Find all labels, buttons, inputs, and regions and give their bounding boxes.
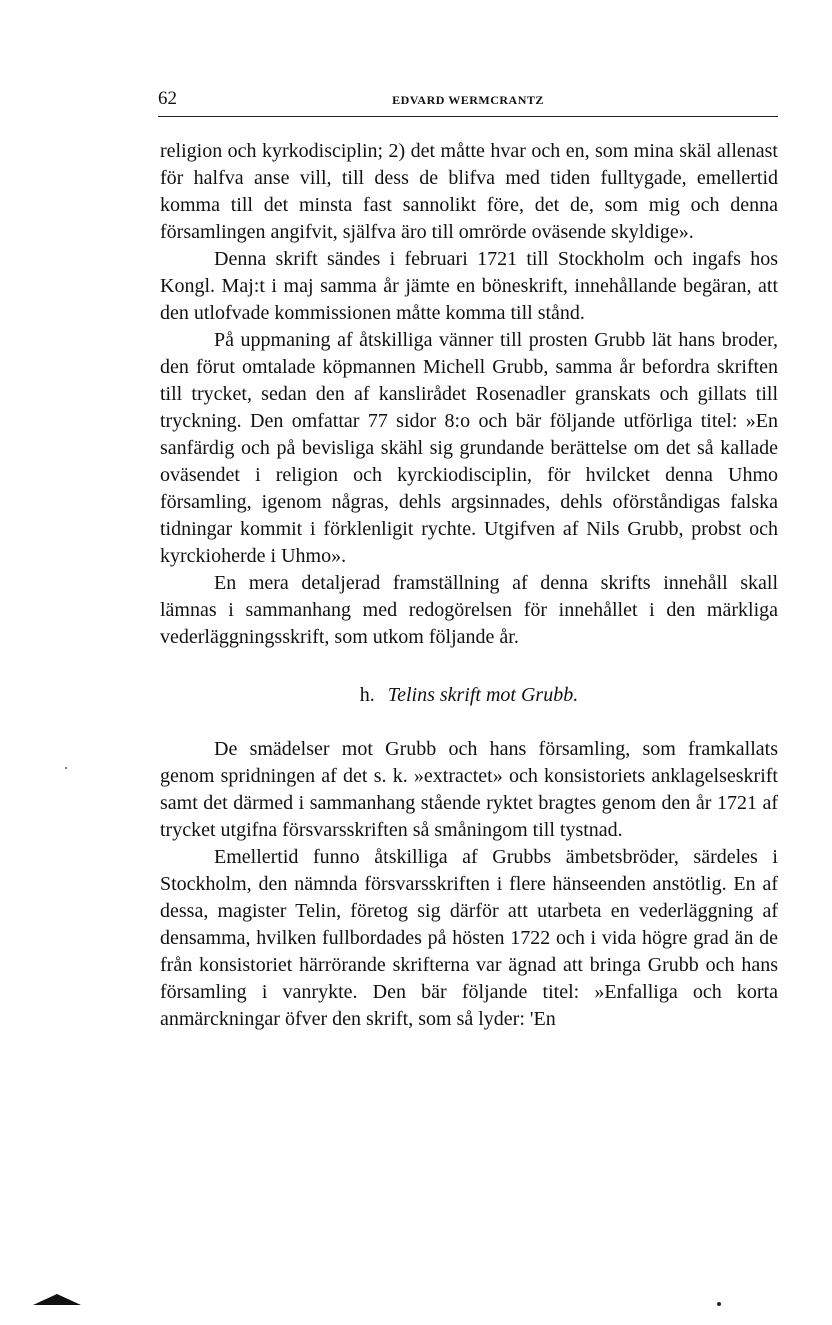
running-head: EDVARD WERMCRANTZ [392,93,544,107]
page-header [158,88,778,117]
section-label: h. [359,684,375,706]
stray-ink-mark [33,1292,81,1306]
paragraph: Emellertid funno åtskilliga af Grubbs ämbetsbröder, särdeles i Stockholm, den nämnda försvarsskriften i flere hänseenden anstötlig. En af dessa, magister Telin, företog sig därför att utarbeta en vederläggning af densamma, hvilken fullbordades på hösten 1722 och i vida högre grad än de från konsistoriet härrörande skrifterna var ägnad att bringa Grubb och hans församling i vanrykte. Den bär följande titel: »Enfalliga och korta anmärckningar öfver den skrift, som så lyder: 'En [160,846,778,1030]
paragraph: De smädelser mot Grubb och hans församling, som framkallats genom spridningen af det s. k. »extractet» och konsistoriets anklagelseskrift samt det därmed i sammanhang stående ryktet bragtes genom den år 1721 af trycket utgifna försvarsskriften så småningom till tystnad. [160,738,778,841]
paragraph: religion och kyrkodisciplin; 2) det måtte hvar och en, som mina skäl allenast för halfva anse vill, till dess de blifva med tiden fulltygade, emellertid komma till det minsta fast sannolikt före, det de, som mig och denna församlingen angifvit, själfva äro till omrörde oväsende skyldige». [160,140,778,243]
paragraph: På uppmaning af åtskilliga vänner till prosten Grubb lät hans broder, den förut omtalade köpmannen Michell Grubb, samma år befordra skriften till trycket, sedan den af kanslirådet Rosenadler granskats och gillats till tryckning. Den omfattar 77 sidor 8:o och bär följande utförliga titel: »En sanfärdig och på bevisliga skähl sig grundande berättelse om det så kallade oväsendet i religion och kyrckiodisciplin, för hvilcket denna Uhmo församling, igenom någras, dehls argsinnades, dehls oförståndigas falska tidningar kommit i förklenligit rychte. Utgifven af Nils Grubb, probst och kyrckioherde i Uhmo». [160,329,778,567]
stray-ink-dot [65,767,67,769]
paragraph: En mera detaljerad framställning af denna skrifts innehåll skall lämnas i sammanhang med redogörelsen för innehållet i den märkliga vederläggningsskrift, som utkom följande år. [160,572,778,648]
page-number: 62 [158,88,177,109]
section-title: Telins skrift mot Grubb. [387,684,579,706]
section-heading [160,682,778,709]
paragraph: Denna skrift sändes i februari 1721 till Stockholm och ingafs hos Kongl. Maj:t i maj samma år jämte en böneskrift, innehållande begäran, att den utlofvade kommissionen måtte komma till stånd. [160,248,778,324]
stray-ink-dot [717,1302,721,1306]
body-text [160,138,778,1033]
